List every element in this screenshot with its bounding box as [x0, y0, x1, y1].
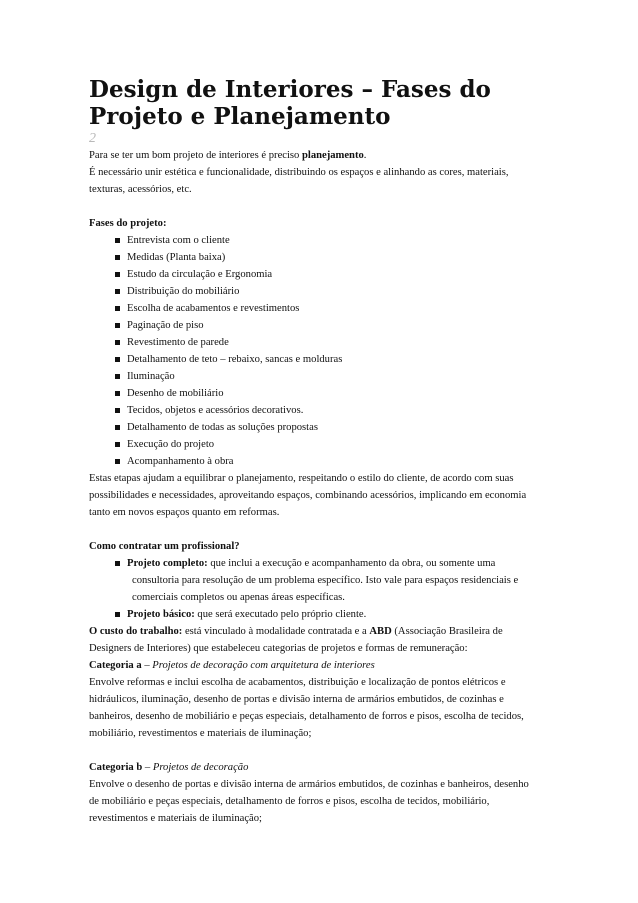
list-item: Revestimento de parede	[89, 334, 551, 351]
page-number: 2	[89, 131, 96, 146]
intro-line-1: Para se ter um bom projeto de interiores é preciso planejamento.	[89, 150, 367, 161]
title-line-1: Design de Interiores – Fases do	[89, 76, 491, 103]
category-b-line: Envolve o desenho de portas e divisão interna de armários embutidos, de cozinhas e banheiros, desenho	[89, 779, 529, 790]
category-a-line: hidráulicos, iluminação, desenho de portas e divisão interna de armários embutidos, de cozinhas e	[89, 694, 504, 705]
basic-project-label: Projeto básico:	[127, 609, 195, 620]
document-content	[89, 76, 551, 827]
bullet-icon	[115, 255, 120, 260]
category-b-line: de mobiliário e peças especiais, detalhamento de forros e pisos, escolha de tecidos, mobiliário,	[89, 796, 490, 807]
category-a-line: Envolve reformas e inclui escolha de acabamentos, distribuição e localização de pontos elétricos e	[89, 677, 506, 688]
intro-line-3: texturas, acessórios, etc.	[89, 184, 192, 195]
bullet-icon	[115, 391, 120, 396]
phases-list	[89, 232, 551, 470]
bullet-icon	[115, 408, 120, 413]
bullet-icon	[115, 340, 120, 345]
bullet-icon	[115, 289, 120, 294]
bullet-icon	[115, 612, 120, 617]
planejamento-bold: planejamento	[301, 150, 364, 161]
page-title	[89, 76, 551, 130]
list-item: Projeto básico: que será executado pelo próprio cliente.	[89, 606, 551, 623]
phases-summary-line: tanto em novos espaços quanto em reformas.	[89, 507, 280, 518]
hire-list	[89, 555, 551, 623]
category-a-line: banheiros, desenho de mobiliário e peças especiais, detalhamento de forros e pisos, escolha de tecidos,	[89, 711, 524, 722]
bullet-icon	[115, 357, 120, 362]
list-item: Desenho de mobiliário	[89, 385, 551, 402]
phases-heading: Fases do projeto:	[89, 218, 167, 229]
list-item: Projeto completo: que inclui a execução e acompanhamento da obra, ou somente uma consultoria para resolução de um problema específico. Isto vale para espaços residenciais e comerciais completos ou apenas áreas específicas.	[89, 555, 551, 606]
category-b-line: revestimentos e materiais de iluminação;	[89, 813, 262, 824]
bullet-icon	[115, 459, 120, 464]
title-line-2: Projeto e Planejamento	[89, 103, 391, 130]
list-item: Tecidos, objetos e acessórios decorativos.	[89, 402, 551, 419]
bullet-icon	[115, 306, 120, 311]
list-item: Detalhamento de teto – rebaixo, sancas e molduras	[89, 351, 551, 368]
phases-summary-line: Estas etapas ajudam a equilibrar o planejamento, respeitando o estilo do cliente, de acordo com suas	[89, 473, 514, 484]
list-item: Paginação de piso	[89, 317, 551, 334]
bullet-icon	[115, 561, 120, 566]
complete-project-label: Projeto completo:	[127, 558, 208, 569]
bullet-icon	[115, 238, 120, 243]
bullet-icon	[115, 374, 120, 379]
list-item: Entrevista com o cliente	[89, 232, 551, 249]
hire-heading: Como contratar um profissional?	[89, 541, 240, 552]
list-item: Execução do projeto	[89, 436, 551, 453]
list-item: Medidas (Planta baixa)	[89, 249, 551, 266]
bullet-icon	[115, 272, 120, 277]
list-item: Acompanhamento à obra	[89, 453, 551, 470]
list-item: Detalhamento de todas as soluções propostas	[89, 419, 551, 436]
bullet-icon	[115, 442, 120, 447]
category-a-heading: Categoria a – Projetos de decoração com arquitetura de interiores	[89, 660, 375, 671]
intro-line-2: É necessário unir estética e funcionalidade, distribuindo os espaços e alinhando as cores, materiais,	[89, 167, 509, 178]
category-a-line: mobiliário, revestimentos e materiais de iluminação;	[89, 728, 312, 739]
list-item: Escolha de acabamentos e revestimentos	[89, 300, 551, 317]
list-item: Iluminação	[89, 368, 551, 385]
bullet-icon	[115, 323, 120, 328]
list-item: Estudo da circulação e Ergonomia	[89, 266, 551, 283]
phases-summary-line: possibilidades e necessidades, aproveitando espaços, combinando acessórios, implicando em economia	[89, 490, 527, 501]
bullet-icon	[115, 425, 120, 430]
category-b-heading: Categoria b – Projetos de decoração	[89, 762, 249, 773]
cost-line-1: O custo do trabalho: está vinculado à modalidade contratada e a ABD (Associação Brasileira de	[89, 626, 503, 637]
cost-line-2: Designers de Interiores) que estabeleceu categorias de projetos e formas de remuneração:	[89, 643, 468, 654]
list-item: Distribuição do mobiliário	[89, 283, 551, 300]
